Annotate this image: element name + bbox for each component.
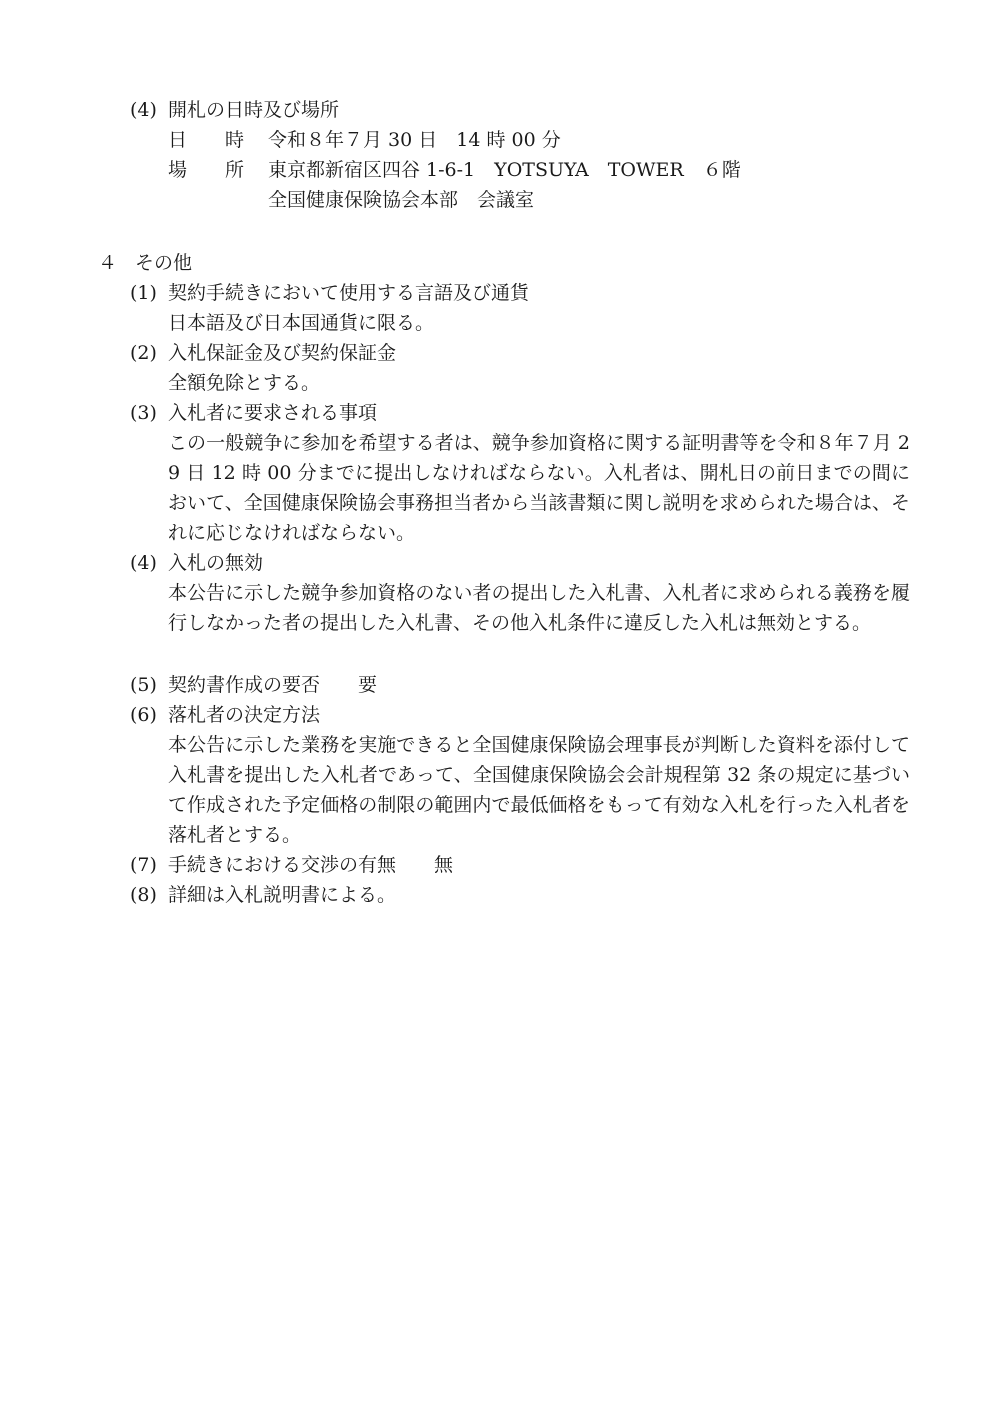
- item-number: (7): [130, 854, 157, 876]
- item-number: (6): [130, 704, 157, 726]
- item-body: 日本語及び日本国通貨に限る。: [168, 312, 435, 334]
- date-value: 令和８年７月 30 日 14 時 00 分: [268, 129, 561, 151]
- item-number: (8): [130, 884, 157, 906]
- item-heading: 開札の日時及び場所: [168, 99, 340, 121]
- item-body: 本公告に示した競争参加資格のない者の提出した入札書、入札者に求められる義務を履行しなかった者の提出した入札書、その他入札条件に違反した入札は無効とする。: [168, 582, 910, 634]
- item-body: この一般競争に参加を希望する者は、競争参加資格に関する証明書等を令和８年７月 29 日 12 時 00 分までに提出しなければならない。入札者は、開札日の前日までの間において、全国健康保険協会事務担当者から当該書類に関し説明を求められた場合は、それに応じなければならない。: [168, 432, 910, 544]
- item-heading: 落札者の決定方法: [168, 704, 321, 726]
- item-number: (3): [130, 402, 157, 424]
- item-body: 本公告に示した業務を実施できると全国健康保険協会理事長が判断した資料を添付して入札書を提出した入札者であって、全国健康保険協会会計規程第 32 条の規定に基づいて作成された予定価格の制限の範囲内で最低価格をもって有効な入札を行った入札者を落札者とする。: [168, 734, 910, 846]
- place-value-2: 全国健康保険協会本部 会議室: [268, 189, 535, 211]
- date-label: 日 時: [168, 129, 245, 151]
- section-heading: その他: [135, 252, 193, 274]
- item-heading: 詳細は入札説明書による。: [168, 884, 397, 906]
- item-heading: 契約手続きにおいて使用する言語及び通貨: [168, 282, 530, 304]
- item-body: 全額免除とする。: [168, 372, 321, 394]
- item-heading: 契約書作成の要否 要: [168, 674, 378, 696]
- place-value: 東京都新宿区四谷 1-6-1 YOTSUYA TOWER ６階: [268, 159, 741, 181]
- item-number: (5): [130, 674, 157, 696]
- item-heading: 入札者に要求される事項: [168, 402, 378, 424]
- place-label: 場 所: [168, 159, 245, 181]
- section-number: ４: [98, 252, 118, 274]
- item-number: (4): [130, 99, 157, 121]
- item-number: (1): [130, 282, 157, 304]
- item-heading: 入札保証金及び契約保証金: [168, 342, 397, 364]
- item-number: (2): [130, 342, 157, 364]
- item-number: (4): [130, 552, 157, 574]
- item-heading: 入札の無効: [168, 552, 264, 574]
- item-heading: 手続きにおける交渉の有無 無: [168, 854, 454, 876]
